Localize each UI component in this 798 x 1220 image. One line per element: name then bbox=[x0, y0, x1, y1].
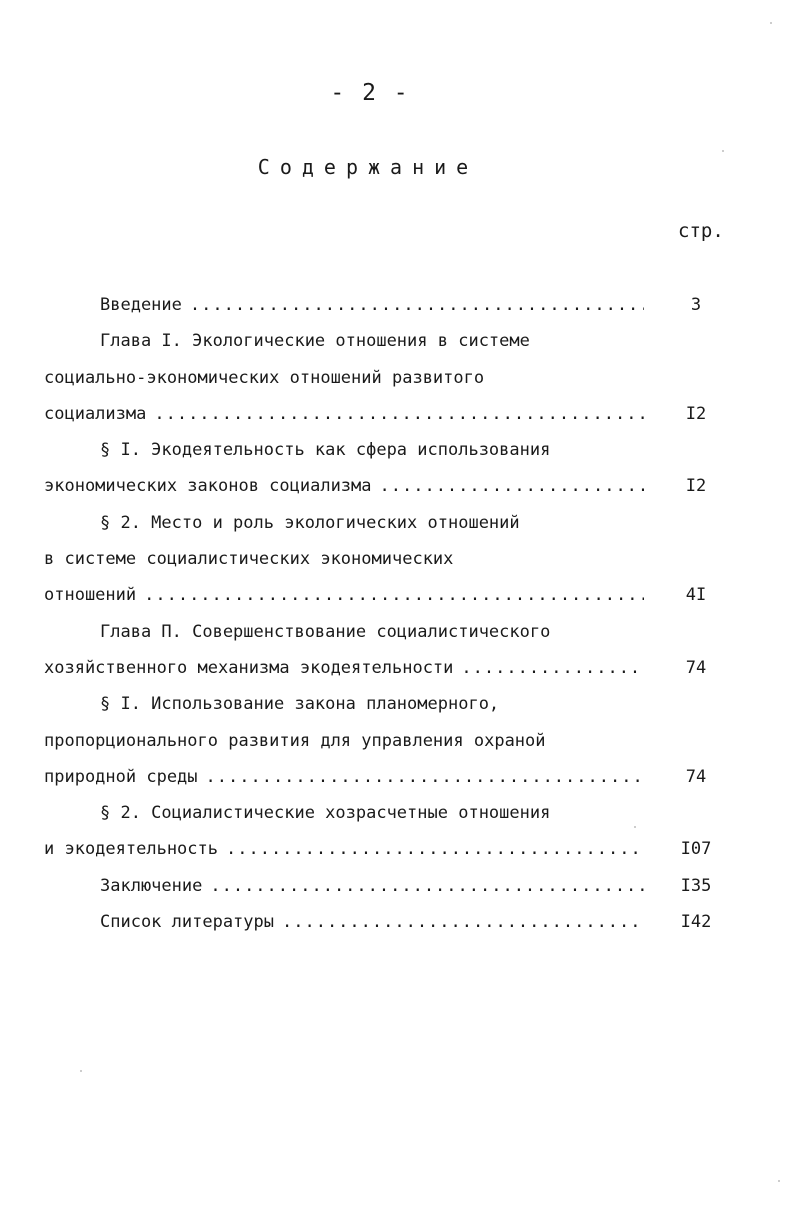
scan-speck bbox=[770, 22, 772, 24]
table-of-contents bbox=[44, 287, 724, 940]
dot-leader bbox=[380, 468, 644, 504]
toc-line bbox=[44, 614, 724, 650]
toc-entry-text: отношений bbox=[44, 585, 137, 606]
toc-entry-end bbox=[44, 650, 648, 686]
toc-line bbox=[44, 432, 724, 468]
dot-leader bbox=[144, 577, 644, 613]
toc-entry-end bbox=[44, 577, 648, 613]
toc-entry-text: § 2. Социалистические хозрасчетные отношения bbox=[100, 803, 551, 824]
toc-page-number: 74 bbox=[685, 766, 707, 787]
toc-line bbox=[44, 686, 724, 722]
toc-entry-text: Глава П. Совершенствование социалистического bbox=[100, 621, 551, 642]
page-title: Содержание bbox=[257, 155, 479, 179]
toc-entry-end bbox=[44, 396, 648, 432]
toc-page-number: 74 bbox=[685, 657, 707, 678]
scan-speck bbox=[80, 1070, 82, 1072]
toc-entry-end bbox=[100, 287, 648, 323]
toc-line bbox=[44, 541, 724, 577]
toc-entry-text: социально-экономических отношений развитого bbox=[44, 367, 485, 388]
dot-leader bbox=[226, 831, 644, 867]
toc-line bbox=[44, 795, 724, 831]
scan-speck bbox=[634, 826, 636, 828]
toc-entry-text: § I. Экодеятельность как сфера использования bbox=[100, 440, 551, 461]
toc-entry-text: экономических законов социализма bbox=[44, 476, 372, 497]
toc-entry-end bbox=[44, 759, 648, 795]
toc-entry-text: Глава I. Экологические отношения в системе bbox=[100, 331, 530, 352]
page-number: - 2 - bbox=[330, 80, 410, 106]
dot-leader bbox=[154, 396, 644, 432]
toc-line bbox=[44, 360, 724, 396]
dot-leader bbox=[190, 287, 644, 323]
toc-entry-text: Список литературы bbox=[100, 912, 274, 933]
toc-entry-text: Введение bbox=[100, 295, 182, 315]
toc-line bbox=[44, 723, 724, 759]
toc-line bbox=[44, 904, 724, 940]
toc-page-number: I42 bbox=[680, 912, 712, 933]
toc-line bbox=[44, 831, 724, 867]
toc-line bbox=[44, 468, 724, 504]
scan-speck bbox=[722, 150, 724, 152]
toc-page-number: I07 bbox=[680, 839, 712, 860]
toc-line bbox=[44, 323, 724, 359]
toc-entry-text: § I. Использование закона планомерного, bbox=[100, 694, 500, 715]
toc-entry-text: § 2. Место и роль экологических отношений bbox=[100, 512, 520, 533]
toc-entry-text: в системе социалистических экономических bbox=[44, 549, 454, 570]
dot-leader bbox=[282, 904, 644, 940]
toc-line bbox=[44, 759, 724, 795]
toc-page-number: 3 bbox=[690, 295, 702, 315]
toc-entry-text: Заключение bbox=[100, 875, 203, 896]
toc-line bbox=[44, 577, 724, 613]
toc-line bbox=[44, 396, 724, 432]
toc-entry-text: социализма bbox=[44, 403, 147, 424]
toc-page-number: I2 bbox=[685, 476, 707, 497]
toc-page-number: 4I bbox=[685, 585, 707, 606]
dot-leader bbox=[206, 759, 644, 795]
toc-entry-end bbox=[100, 904, 648, 940]
toc-line bbox=[44, 650, 724, 686]
toc-line bbox=[44, 505, 724, 541]
toc-entry-end bbox=[44, 468, 648, 504]
scan-speck bbox=[778, 1180, 780, 1182]
toc-entry-end bbox=[100, 868, 648, 904]
toc-entry-text: пропорционального развития для управления охраной bbox=[44, 730, 546, 751]
toc-line bbox=[44, 868, 724, 904]
toc-entry-text: природной среды bbox=[44, 766, 198, 787]
page-column-header: стр. bbox=[678, 220, 724, 242]
toc-entry-text: и экодеятельность bbox=[44, 839, 218, 860]
toc-page-number: I35 bbox=[680, 875, 712, 896]
toc-entry-text: хозяйственного механизма экодеятельности bbox=[44, 657, 454, 678]
toc-line bbox=[44, 287, 724, 323]
toc-page-number: I2 bbox=[685, 403, 707, 424]
dot-leader bbox=[210, 868, 644, 904]
toc-entry-end bbox=[44, 831, 648, 867]
dot-leader bbox=[461, 650, 644, 686]
